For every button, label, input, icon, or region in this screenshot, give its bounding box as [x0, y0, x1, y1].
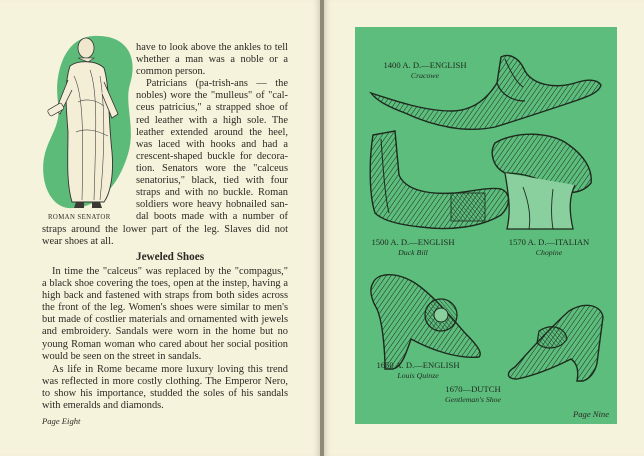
- roman-senator-illustration: [38, 32, 138, 214]
- text-line: nobles) wore the "mulleus" of "cal-: [136, 90, 288, 102]
- text-line: and embroidery. Sandals were worn in the home but no: [42, 326, 288, 338]
- chopine-shoe-drawing: [492, 134, 591, 229]
- louis-quinze-shoe-drawing: [371, 275, 480, 369]
- text-line: would be seen on the street in sandals.: [42, 350, 202, 362]
- text-line: was laced with hooks and had a: [136, 138, 288, 150]
- full-paragraph: [42, 224, 288, 248]
- text-line: high back and fastened with straps from both sides across: [42, 290, 288, 302]
- shoe-caption-style: Louis Quinze: [397, 371, 439, 380]
- shoe-caption-title: 1570 A. D.—ITALIAN: [508, 237, 590, 247]
- shoe-caption-title: 1400 A. D.—ENGLISH: [383, 60, 467, 70]
- gentlemans-shoe-drawing: [508, 305, 603, 381]
- shoe-caption-chopine: [499, 237, 599, 257]
- text-line: red leather with a high sole. The: [136, 114, 288, 126]
- illustration-caption: ROMAN SENATOR: [48, 214, 111, 221]
- text-line: crescent-shaped buckle for decora-: [136, 150, 288, 162]
- shoe-caption-style: Cracowe: [410, 71, 440, 80]
- shoe-caption-cracowe: [375, 60, 475, 80]
- text-line: straps around the lower part of the leg. Slaves did not: [42, 224, 288, 235]
- shoe-caption-title: 1670—DUTCH: [445, 384, 501, 394]
- text-line: As life in Rome became more luxury loving this trend: [52, 364, 288, 375]
- shoe-caption-title: 1500 A. D.—ENGLISH: [371, 237, 455, 247]
- shoe-caption-title: 1650 A. D.—ENGLISH: [376, 360, 460, 370]
- shoe-caption-louis-quinze: [363, 360, 473, 380]
- shoe-caption-style: Gentleman's Shoe: [444, 395, 502, 404]
- text-line: In time the "calceus" was replaced by the "compagus,": [52, 266, 288, 277]
- section-heading: Jeweled Shoes: [136, 251, 205, 263]
- text-line: young Roman woman who cared about her social position: [42, 338, 288, 350]
- shoe-caption-duck-bill: [363, 237, 463, 257]
- shoe-caption-gentlemans-shoe: [423, 384, 523, 404]
- shoe-caption-style: Duck Bill: [398, 248, 428, 257]
- text-line: senatorius," black, tied with four: [136, 175, 288, 187]
- wrap-paragraph: [136, 42, 288, 223]
- page-number-right: Page Nine: [573, 409, 610, 419]
- text-line: common person.: [136, 66, 206, 78]
- shoe-caption-style: Chopine: [535, 248, 563, 257]
- text-line: the front of the leg. Women's shoes were similar to men's: [42, 302, 288, 314]
- text-line: leather extended around the heel,: [136, 126, 288, 138]
- page-number-left: Page Eight: [42, 416, 81, 426]
- text-line: but made of costlier materials and ornamented with jewels: [42, 314, 288, 326]
- text-line: a black shoe covering the toes, open at the instep, having a: [42, 278, 288, 290]
- shoe-plate: [355, 27, 617, 424]
- text-line: Patricians (pa-trish-ans — the: [146, 78, 288, 90]
- text-line: whether a man was a noble or a: [136, 54, 288, 66]
- compagus-paragraph: [42, 266, 288, 363]
- text-line: dal boots made with a number of: [136, 211, 288, 223]
- text-line: was reflected in more costly clothing. The Emperor Nero,: [42, 376, 288, 388]
- text-line: to show his importance, studded the soles of his sandals: [42, 388, 288, 400]
- text-line: tion. Senators wore the "calceus: [136, 162, 288, 174]
- text-line: straps and with no buckle. Roman: [136, 187, 288, 199]
- text-line: wear shoes at all.: [42, 236, 114, 248]
- text-line: ceus patricius," a strapped shoe of: [136, 102, 288, 114]
- text-line: have to look above the ankles to tell: [136, 42, 288, 53]
- left-page: [0, 0, 320, 456]
- text-line: with emeralds and diamonds.: [42, 400, 164, 412]
- text-line: soldiers wore heavy hobnailed san-: [136, 199, 288, 211]
- nero-paragraph: [42, 364, 288, 412]
- duck-bill-shoe-drawing: [370, 131, 508, 229]
